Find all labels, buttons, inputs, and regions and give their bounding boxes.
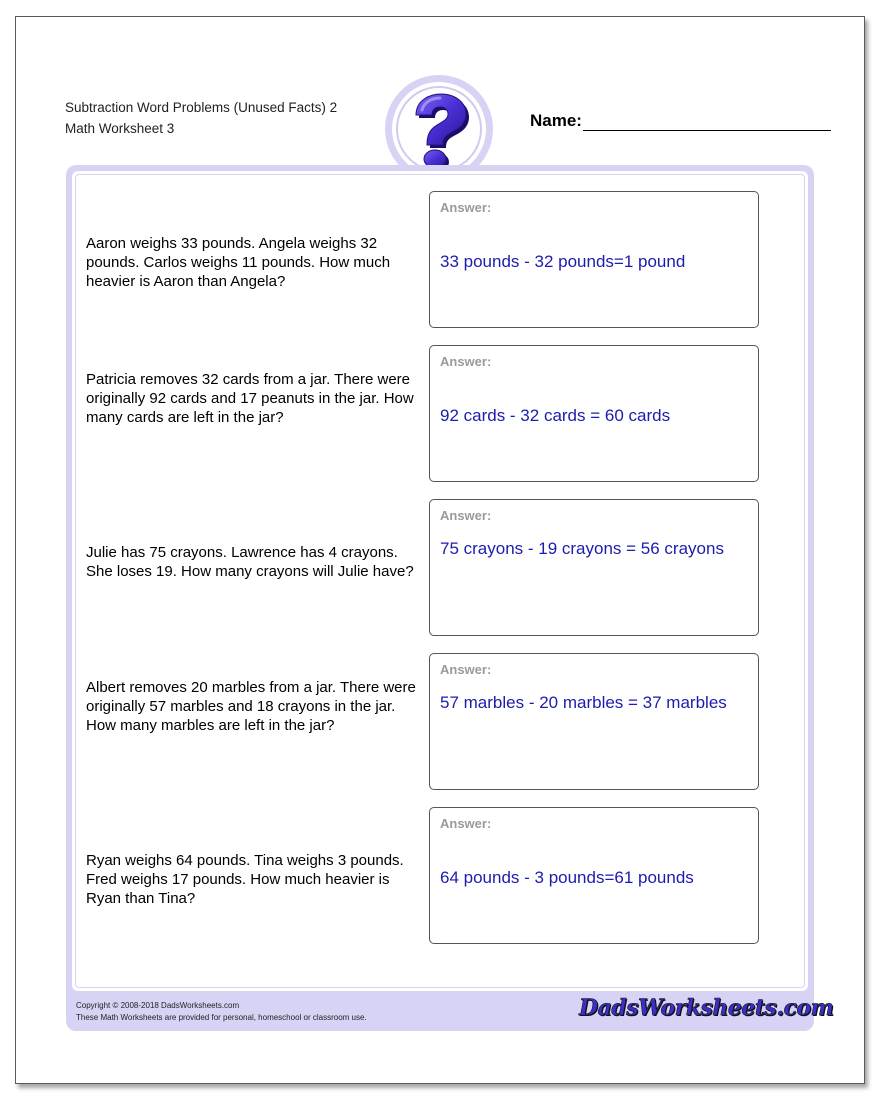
answer-text-2: 92 cards - 32 cards = 60 cards (440, 406, 671, 425)
question-4: Albert removes 20 marbles from a jar. There were originally 57 marbles and 18 crayons in the jar. How many marbles are left in the jar? (86, 679, 416, 734)
footer-copyright (76, 1000, 367, 1024)
answer-text-1: 33 pounds - 32 pounds=1 pound (440, 252, 686, 271)
worksheet-page (15, 16, 865, 1084)
answer-text-5: 64 pounds - 3 pounds=61 pounds (440, 868, 694, 887)
answer-box-3[interactable] (429, 499, 759, 636)
question-mark-icon (406, 93, 474, 171)
usage-text: These Math Worksheets are provided for personal, homeschool or classroom use. (76, 1013, 367, 1022)
worksheet-title (65, 97, 337, 139)
answer-text-3: 75 crayons - 19 crayons = 56 crayons (440, 539, 724, 558)
answer-box-4[interactable] (429, 653, 759, 790)
answer-label: Answer: (440, 200, 492, 215)
question-1: Aaron weighs 33 pounds. Angela weighs 32 pounds. Carlos weighs 11 pounds. How much heavier is Aaron than Angela? (86, 235, 391, 290)
name-label: Name: (530, 111, 582, 130)
question-3: Julie has 75 crayons. Lawrence has 4 crayons. She loses 19. How many crayons will Julie have? (86, 544, 414, 580)
question-2: Patricia removes 32 cards from a jar. There were originally 92 cards and 17 peanuts in the jar. How many cards are left in the jar? (86, 371, 414, 426)
answer-box-1[interactable] (429, 191, 759, 328)
title-line-2: Math Worksheet 3 (65, 121, 175, 136)
answer-box-5[interactable] (429, 807, 759, 944)
title-line-1: Subtraction Word Problems (Unused Facts) 2 (65, 100, 338, 115)
name-line[interactable] (583, 112, 831, 131)
answer-label: Answer: (440, 816, 492, 831)
answer-label: Answer: (440, 354, 492, 369)
answer-box-2[interactable] (429, 345, 759, 482)
copyright-text: Copyright © 2008-2018 DadsWorksheets.com (76, 1001, 240, 1010)
answer-label: Answer: (440, 662, 492, 677)
name-field[interactable] (530, 111, 831, 131)
dadsworksheets-logo[interactable]: DadsWorksheets.com (579, 995, 834, 1021)
answer-text-4: 57 marbles - 20 marbles = 37 marbles (440, 693, 727, 712)
answer-label: Answer: (440, 508, 492, 523)
question-5: Ryan weighs 64 pounds. Tina weighs 3 pounds. Fred weighs 17 pounds. How much heavier is Ryan than Tina? (86, 852, 404, 907)
